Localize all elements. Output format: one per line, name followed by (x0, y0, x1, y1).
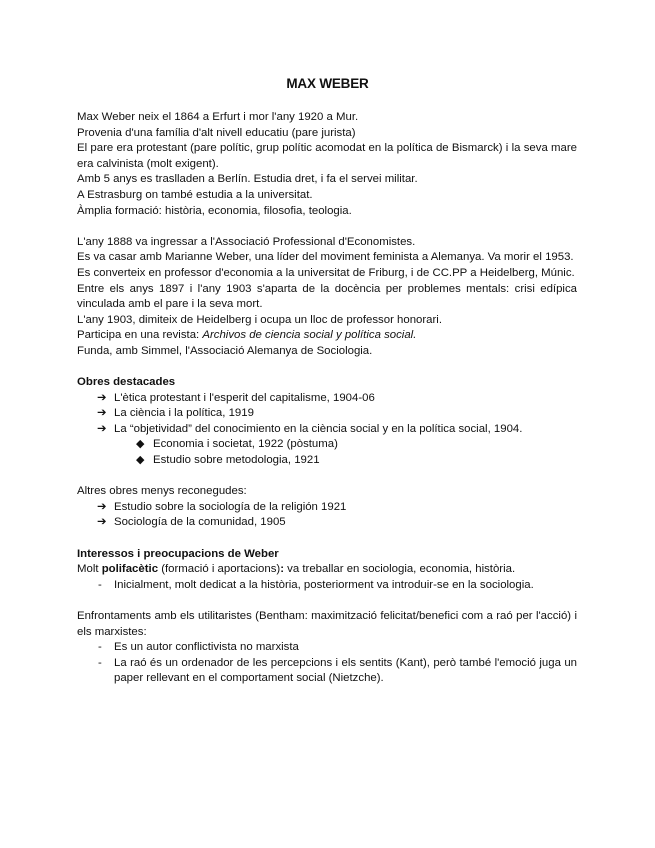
list-item: ➔ Estudio sobre la sociología de la religión 1921 (77, 500, 577, 516)
spacer (77, 469, 577, 485)
document-body (77, 110, 577, 687)
list-item: ◆ Economia i societat, 1922 (pòstuma) (77, 437, 577, 453)
interests-sublist (77, 578, 577, 594)
spacer (77, 219, 577, 235)
list-item: ◆ Estudio sobre metodologia, 1921 (77, 453, 577, 469)
list-item: ➔ La ciència i la política, 1919 (77, 406, 577, 422)
list-item: ➔ La “objetividad” del conocimiento en la ciència social y en la política social, 1904. (77, 422, 577, 438)
career-p1: L'any 1888 va ingressar a l'Associació Professional d'Economistes. (77, 235, 416, 248)
polifacetic-term: polifacètic (101, 563, 159, 576)
list-item: - Inicialment, molt dedicat a la història, posteriorment va introduir-se en la sociologia. (77, 578, 577, 594)
bio-line-5: A Estrasburg on també estudia a la universitat. (77, 188, 313, 201)
career-p2: Es va casar amb Marianne Weber, una líder del moviment feminista a Alemanya. Va morir el 1953. (77, 251, 574, 264)
confrontations-paragraph: Enfrontaments amb els utilitaristes (Bentham: maximització felicitat/benefici com a raó per l'acció) i els marxistes: (77, 610, 577, 638)
dash-bullet: - (98, 578, 102, 591)
bio-line-1: Max Weber neix el 1864 a Erfurt i mor l'any 1920 a Mur. (77, 111, 359, 123)
dash-bullet: - (98, 641, 102, 654)
works-heading: Obres destacades (77, 376, 176, 389)
other-works-list (77, 500, 577, 531)
spacer (77, 593, 577, 609)
career-p6-prefix: Participa en una revista: (77, 329, 203, 342)
works-sublist (77, 437, 577, 468)
career-p4: Entre els anys 1897 i l'any 1903 s'aparta de la docència per problemes mentals: crisi edípica vinculada amb el pare i la seva mort. (77, 282, 577, 311)
page-title: MAX WEBER (286, 76, 369, 91)
interests-heading: Interessos i preocupacions de Weber (77, 547, 279, 560)
confrontations-list (77, 640, 577, 687)
bio-line-2: Provenia d'una família d'alt nivell educatiu (pare jurista) (77, 126, 356, 139)
interests-line: Molt polifacètic (formació i aportacions): va treballar en sociologia, economia, història. (77, 563, 516, 576)
arrow-icon: ➔ (97, 422, 107, 435)
journal-title: Archivos de ciencia social y política social. (202, 329, 417, 342)
bio-line-6: Àmplia formació: història, economia, filosofia, teologia. (77, 204, 352, 217)
arrow-icon: ➔ (97, 516, 107, 529)
career-p7: Funda, amb Simmel, l'Associació Alemanya de Sociologia. (77, 344, 373, 357)
career-p5: L'any 1903, dimiteix de Heidelberg i ocupa un lloc de professor honorari. (77, 313, 442, 326)
bio-line-3: El pare era protestant (pare polític, grup polític acomodat en la política de Bismarck) i la seva mare era calvinista (molt exigent). (77, 142, 577, 170)
bio-line-4: Amb 5 anys es traslladen a Berlín. Estudia dret, i fa el servei militar. (77, 173, 418, 186)
list-item: - La raó és un ordenador de les percepcions i els sentits (Kant), però també l'emoció juga un paper rellevant en el comportament social (Nietzche). (98, 656, 577, 685)
list-item: - Es un autor conflictivista no marxista (77, 640, 577, 656)
list-item: ➔ L'ètica protestant i l'esperit del capitalisme, 1904-06 (77, 391, 577, 407)
works-list (77, 391, 577, 438)
career-p6 (77, 328, 577, 344)
list-item: ➔ Sociología de la comunidad, 1905 (77, 515, 577, 531)
arrow-icon: ➔ (97, 500, 107, 513)
arrow-icon: ➔ (97, 391, 107, 404)
diamond-bullet-icon: ◆ (136, 438, 145, 451)
spacer (77, 360, 577, 376)
spacer (77, 531, 577, 547)
diamond-bullet-icon: ◆ (136, 454, 145, 467)
career-p3: Es converteix en professor d'economia a la universitat de Friburg, i de CC.PP a Heidelberg, Múnic. (77, 266, 575, 279)
arrow-icon: ➔ (97, 407, 107, 420)
other-works-heading: Altres obres menys reconegudes: (77, 485, 247, 498)
dash-bullet: - (98, 656, 102, 669)
